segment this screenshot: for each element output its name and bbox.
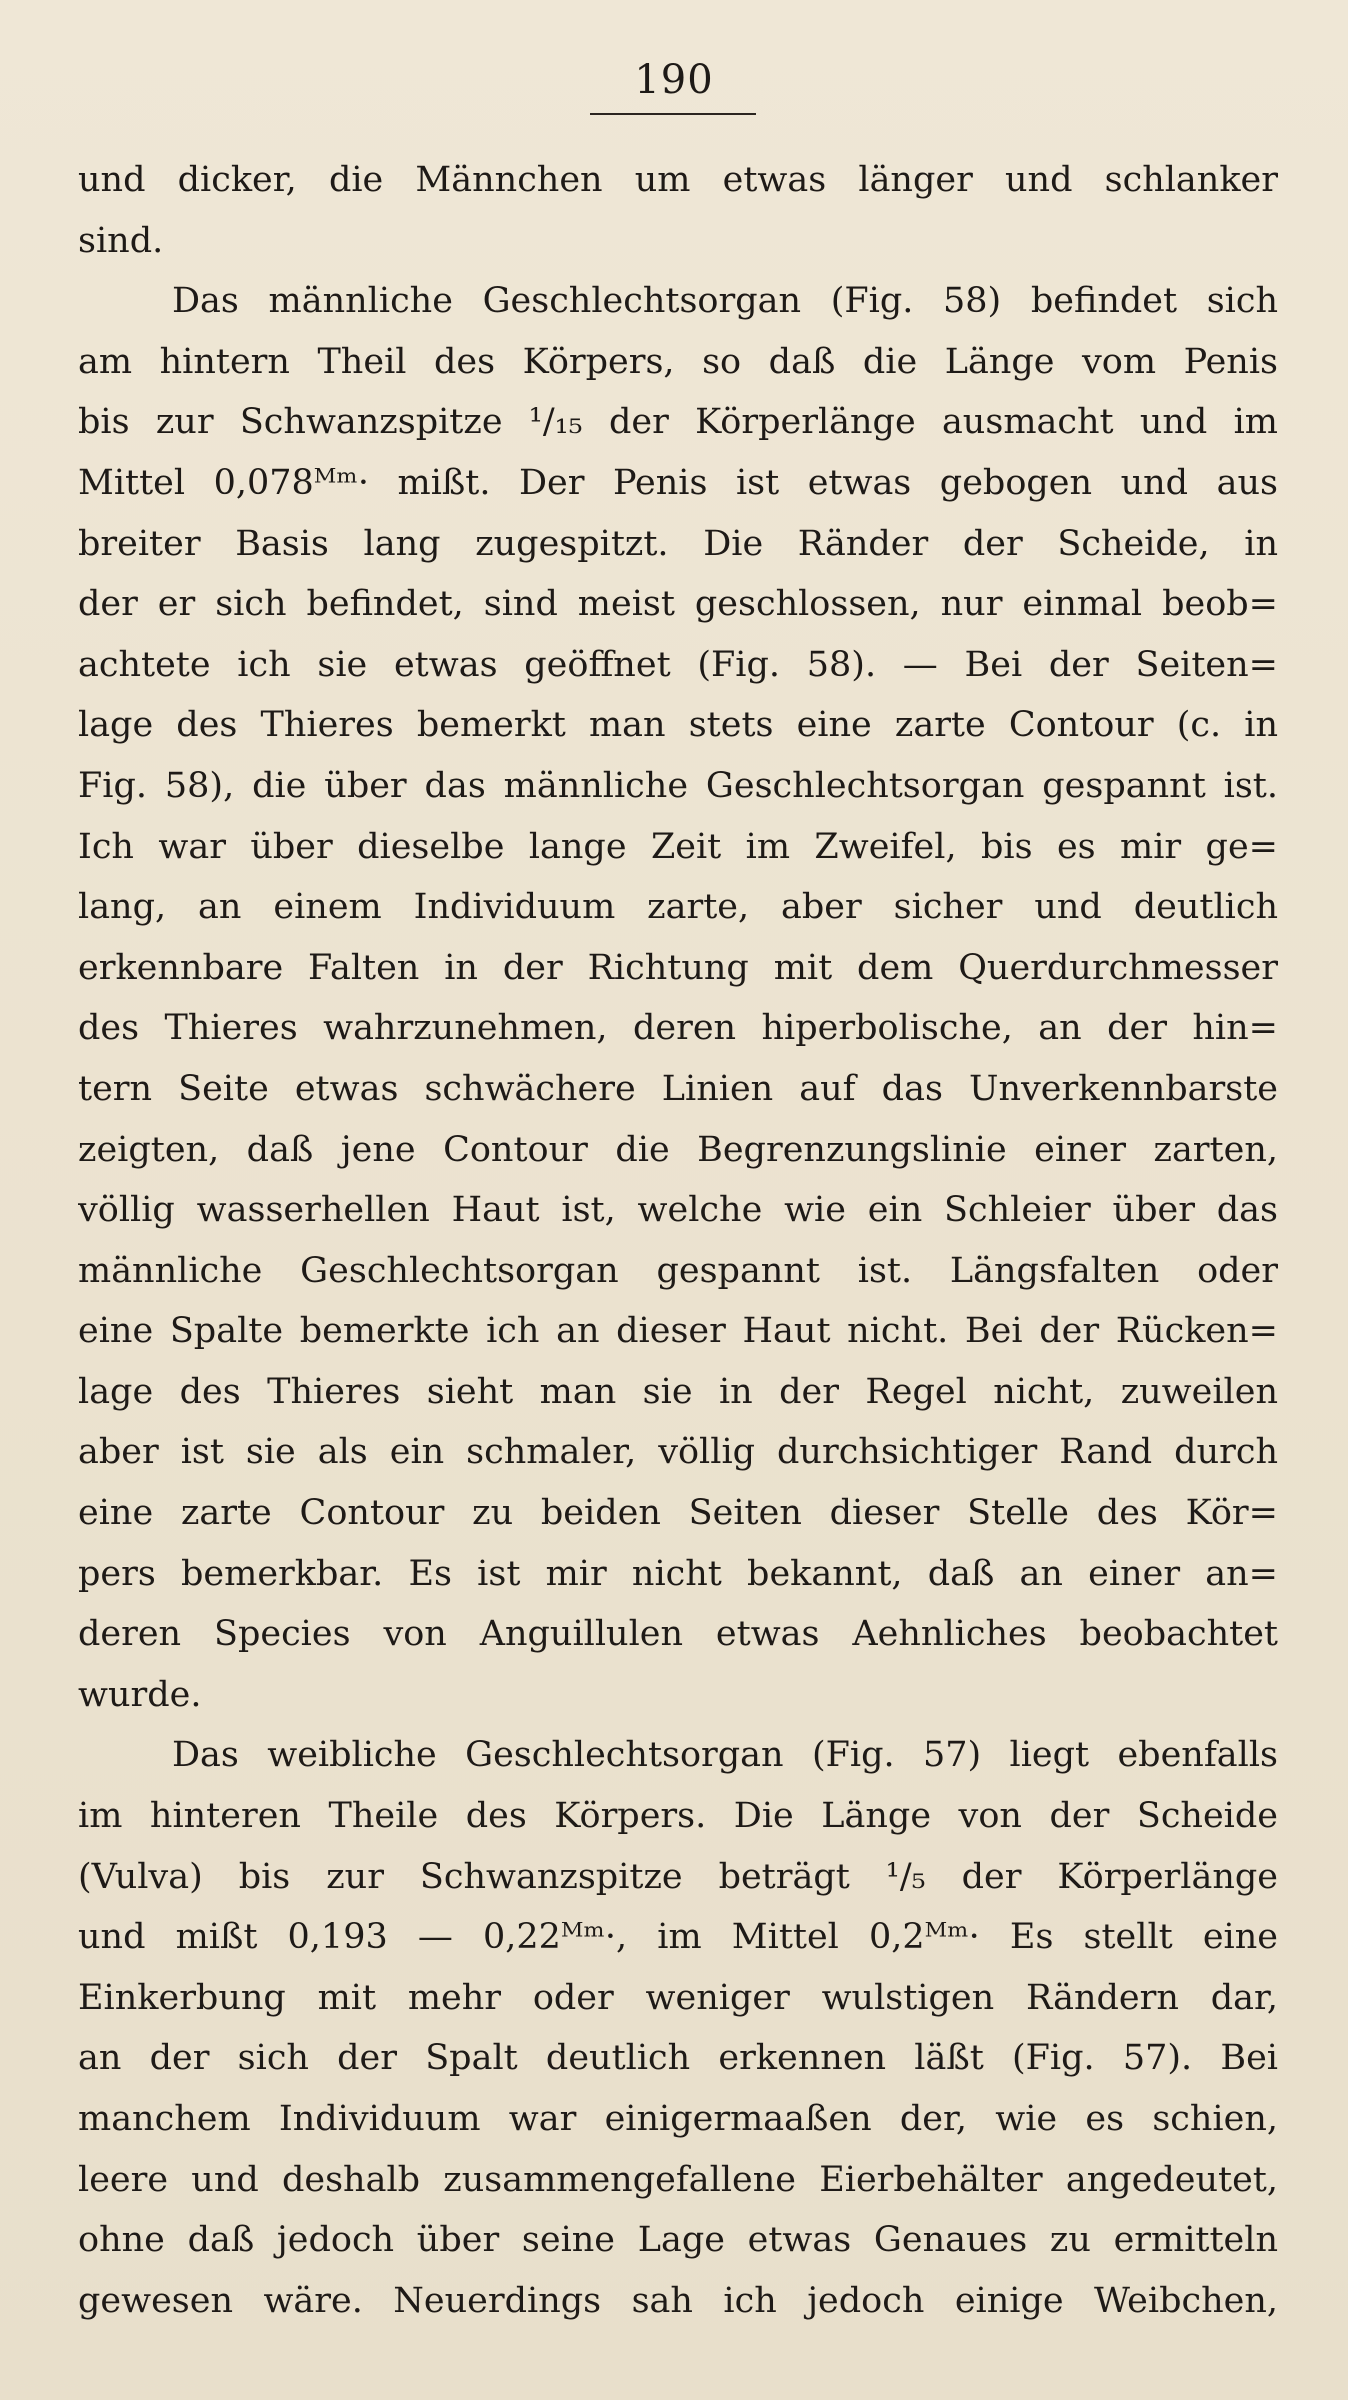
text-line: Ich war über dieselbe lange Zeit im Zweifel, bis es mir ge=: [78, 826, 1278, 867]
text-line: und mißt 0,193 — 0,22ᴹᵐ·, im Mittel 0,2ᴹᵐ· Es stellt eine: [78, 1917, 1278, 1958]
text-line: erkennbare Falten in der Richtung mit dem Querdurchmesser: [78, 947, 1278, 988]
text-line: wurde.: [78, 1674, 202, 1715]
text-line: lage des Thieres bemerkt man stets eine zarte Contour (c. in: [78, 705, 1278, 746]
text-line: lang, an einem Individuum zarte, aber sicher und deutlich: [78, 887, 1278, 928]
text-line: tern Seite etwas schwächere Linien auf das Unverkennbarste: [78, 1068, 1278, 1109]
text-line: (Vulva) bis zur Schwanzspitze beträgt ¹/₅ der Körperlänge: [78, 1856, 1278, 1897]
text-line: Einkerbung mit mehr oder weniger wulstigen Rändern dar,: [78, 1977, 1278, 2018]
text-line: ohne daß jedoch über seine Lage etwas Genaues zu ermitteln: [78, 2220, 1278, 2261]
text-line: völlig wasserhellen Haut ist, welche wie ein Schleier über das: [78, 1190, 1278, 1231]
text-line: des Thieres wahrzunehmen, deren hiperbolische, an der hin=: [78, 1008, 1278, 1049]
page-number: 190: [634, 57, 714, 103]
text-line: aber ist sie als ein schmaler, völlig durchsichtiger Rand durch: [78, 1432, 1278, 1473]
text-line: am hintern Theil des Körpers, so daß die Länge vom Penis: [78, 341, 1278, 382]
text-line: deren Species von Anguillulen etwas Aehnliches beobachtet: [78, 1614, 1278, 1655]
text-line: Das männliche Geschlechtsorgan (Fig. 58) befindet sich: [172, 281, 1278, 322]
text-line: im hinteren Theile des Körpers. Die Länge von der Scheide: [78, 1796, 1278, 1837]
text-line: und dicker, die Männchen um etwas länger und schlanker: [78, 160, 1278, 200]
text-line: gewesen wäre. Neuerdings sah ich jedoch einige Weibchen,: [78, 2280, 1278, 2321]
text-line: Das weibliche Geschlechtsorgan (Fig. 57) liegt ebenfalls: [172, 1735, 1278, 1776]
text-line: eine Spalte bemerkte ich an dieser Haut nicht. Bei der Rücken=: [78, 1311, 1278, 1352]
text-line: eine zarte Contour zu beiden Seiten dieser Stelle des Kör=: [78, 1493, 1278, 1534]
text-line: lage des Thieres sieht man sie in der Regel nicht, zuweilen: [78, 1371, 1278, 1412]
text-line: achtete ich sie etwas geöffnet (Fig. 58). — Bei der Seiten=: [78, 644, 1278, 685]
text-line: leere und deshalb zusammengefallene Eierbehälter angedeutet,: [78, 2159, 1278, 2200]
text-line: zeigten, daß jene Contour die Begrenzungslinie einer zarten,: [78, 1129, 1278, 1170]
text-line: Mittel 0,078ᴹᵐ· mißt. Der Penis ist etwas gebogen und aus: [78, 462, 1278, 503]
text-line: manchem Individuum war einigermaaßen der, wie es schien,: [78, 2099, 1278, 2139]
header-rule: [590, 113, 756, 115]
text-line: breiter Basis lang zugespitzt. Die Ränder der Scheide, in: [78, 523, 1278, 564]
text-line: männliche Geschlechtsorgan gespannt ist. Längsfalten oder: [78, 1250, 1278, 1291]
text-line: der er sich befindet, sind meist geschlossen, nur einmal beob=: [78, 584, 1278, 625]
text-line: Fig. 58), die über das männliche Geschlechtsorgan gespannt ist.: [78, 765, 1278, 806]
text-line: bis zur Schwanzspitze ¹/₁₅ der Körperlänge ausmacht und im: [78, 402, 1278, 443]
body-text: [78, 150, 1278, 2331]
text-line: pers bemerkbar. Es ist mir nicht bekannt, daß an einer an=: [78, 1553, 1278, 1594]
text-line: sind.: [78, 220, 164, 261]
text-line: an der sich der Spalt deutlich erkennen läßt (Fig. 57). Bei: [78, 2038, 1278, 2079]
